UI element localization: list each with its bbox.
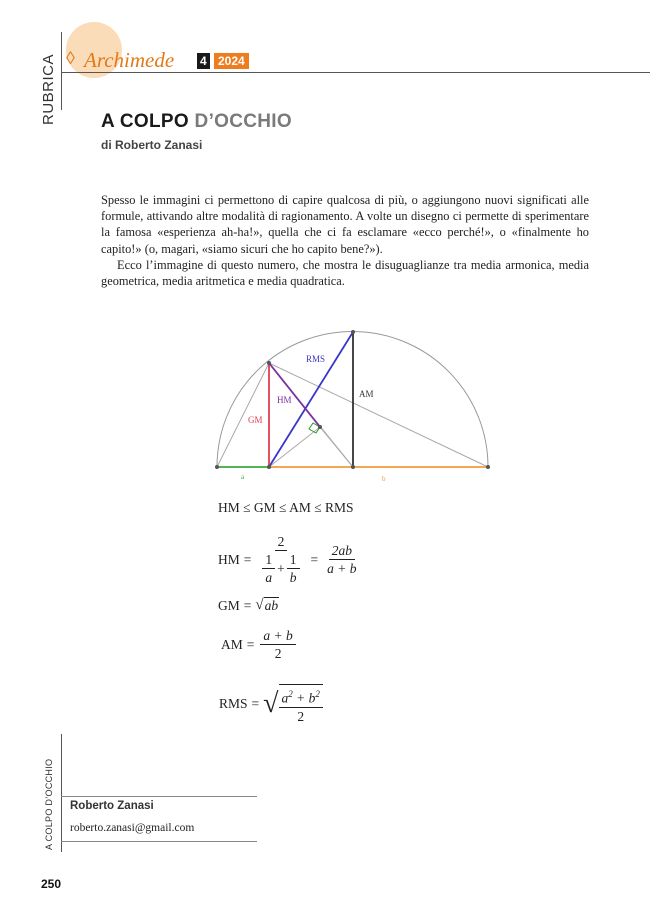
am-formula: AM = $\frac{a + b}{2}$: [221, 628, 298, 661]
divider-horizontal: [61, 841, 257, 842]
label-a: a: [241, 473, 245, 481]
author-email[interactable]: roberto.zanasi@gmail.com: [70, 822, 195, 834]
label-am: AM: [359, 389, 374, 399]
paragraph: Spesso le immagini ci permettono di capire qualcosa di più, o aggiungono nuovi significati alle formule, attivando altre modalità di ragionamento. A volte un disegno ci permette di sperimentare la famosa «esperienza ah-ha!», quella che ci fa esclamare «ecco perché!», o «finalmente ho capito!» (o, magari, «siamo sicuri che ho capito bene?»).: [101, 193, 589, 256]
title-part-1: A COLPO: [101, 111, 189, 132]
hm-fraction: 2 $\frac{1}{a}$ + $\frac{1}{b}$: [257, 534, 304, 585]
article-author: di Roberto Zanasi: [101, 138, 203, 152]
hm-formula: HM = 2 $\frac{1}{a}$ + $\frac{1}{b}$ = $\frac{2ab}{a + b}$: [218, 534, 362, 585]
article-title: [101, 111, 292, 133]
article-body: [101, 192, 589, 289]
year-badge: 2024: [214, 53, 249, 69]
issue-badge: 4: [197, 53, 210, 69]
means-diagram: [210, 328, 500, 488]
brand-mark-icon: ◊: [66, 48, 75, 68]
gm-formula: GM = √ ab: [218, 597, 279, 613]
sqrt-icon: √: [263, 687, 279, 719]
inequality-formula: HM ≤ GM ≤ AM ≤ RMS: [218, 500, 354, 515]
label-b: b: [382, 475, 386, 483]
magazine-name: Archimede: [84, 48, 175, 72]
label-gm: GM: [248, 415, 263, 425]
hm-lhs: HM: [218, 551, 240, 567]
divider-vertical: [61, 734, 62, 852]
hm-result-fraction: $\frac{2ab}{a + b}$: [327, 543, 357, 576]
label-rms: RMS: [306, 354, 326, 364]
section-label: RUBRICA: [40, 53, 57, 125]
rms-formula: RMS = √ $\frac{a^2 + b^2}{2}$: [219, 684, 325, 724]
construction-line: [269, 427, 320, 467]
title-part-2: D’OCCHIO: [194, 111, 292, 132]
section-side-label: A COLPO D’OCCHIO: [44, 758, 54, 850]
divider-vertical: [61, 32, 62, 110]
divider-horizontal: [61, 796, 257, 797]
paragraph: Ecco l’immagine di questo numero, che mostra le disuguaglianze tra media armonica, media geometrica, media aritmetica e media quadratica.: [101, 257, 589, 289]
sqrt-icon: √: [255, 597, 264, 613]
label-hm: HM: [277, 395, 292, 405]
author-name: Roberto Zanasi: [70, 800, 154, 812]
page-number: 250: [41, 877, 62, 891]
